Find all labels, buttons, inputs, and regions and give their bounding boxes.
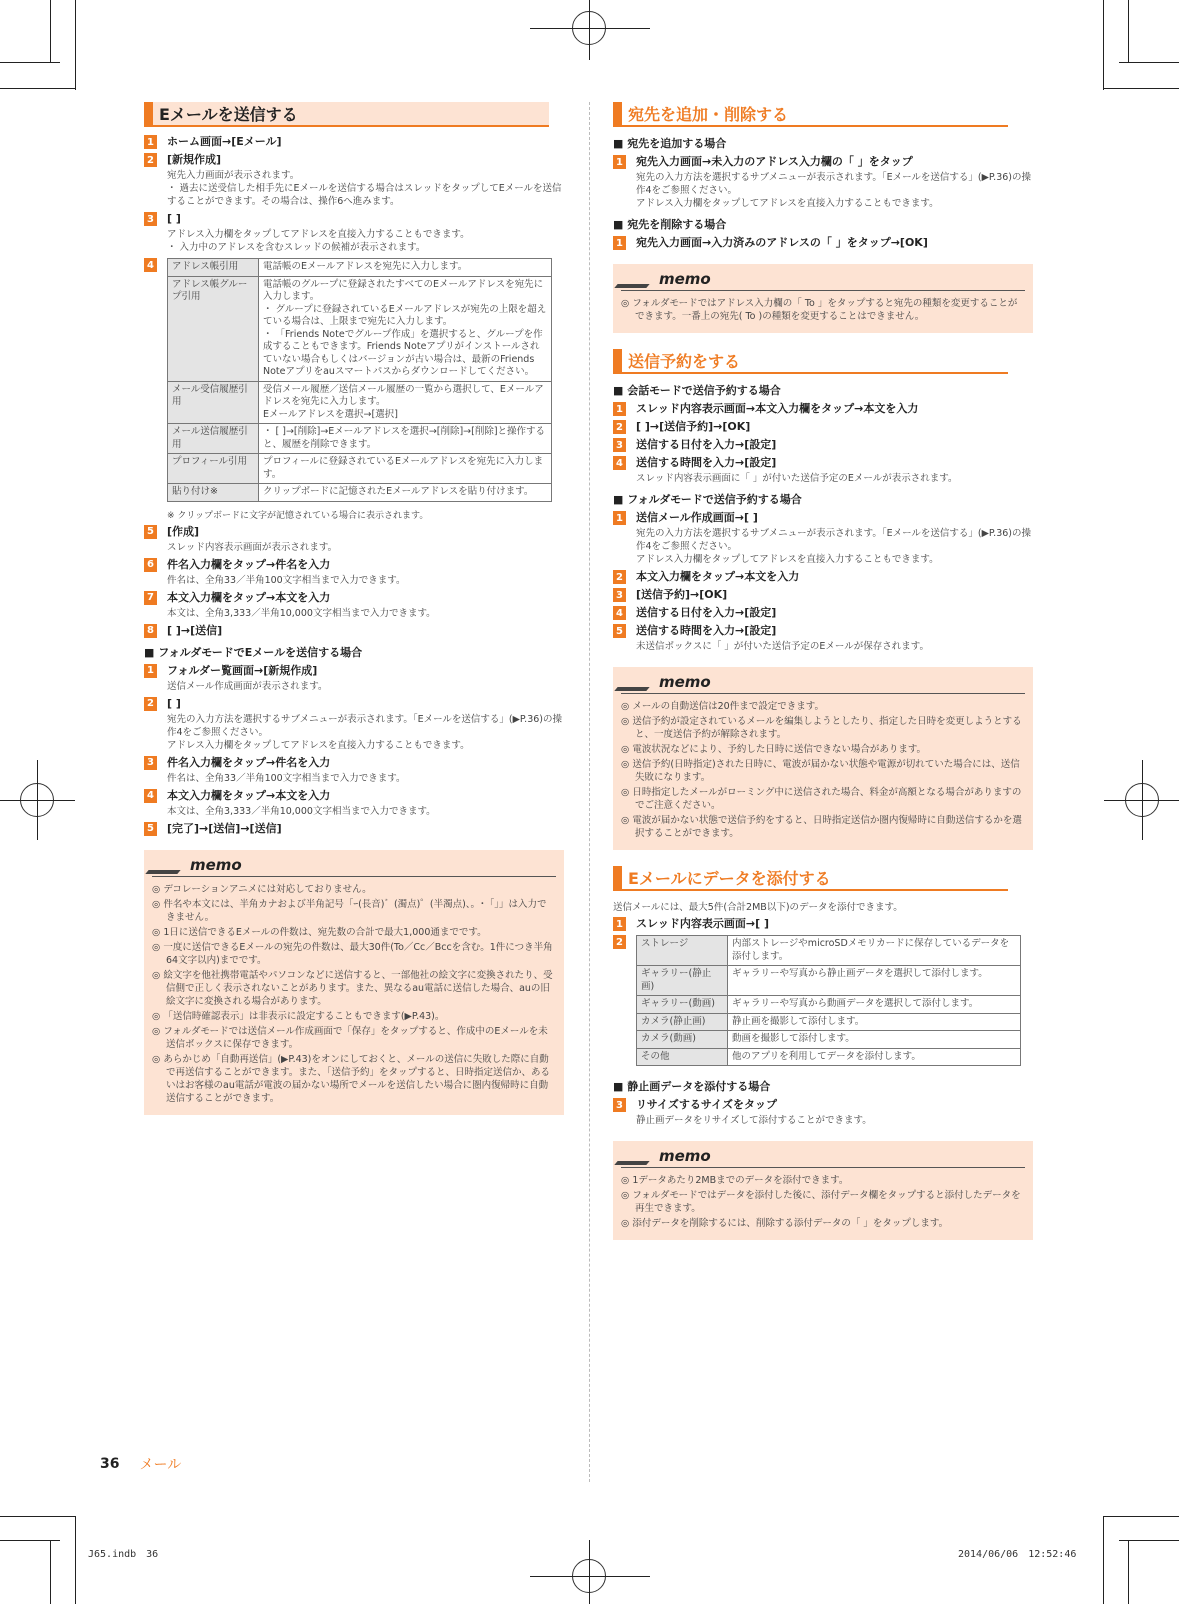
step-title: 送信する時間を入力→[設定] <box>636 624 777 637</box>
step-title: 宛先入力画面→未入力のアドレス入力欄の「 」をタップ <box>636 155 913 168</box>
table-value: ギャラリーや写真から静止画データを選択して添付します。 <box>728 966 1021 996</box>
memo-item: ◎ 1データあたり2MBまでのデータを添付できます。 <box>621 1174 1025 1187</box>
table-value: ・ [ ]→[削除]→Eメールアドレスを選択→[削除]→[削除]と操作すると、履歴を削除できます。 <box>259 424 552 454</box>
memo-item: ◎ 1日に送信できるEメールの件数は、宛先数の合計で最大1,000通までです。 <box>152 926 556 939</box>
step-row <box>613 402 1033 416</box>
step-block <box>144 822 564 836</box>
step-number: 4 <box>144 258 157 272</box>
attach-option-table <box>636 935 1021 1066</box>
crop-mark <box>75 0 76 90</box>
step-title: 本文入力欄をタップ→本文を入力 <box>167 788 331 802</box>
memo-item: ◎ フォルダモードではデータを添付した後に、添付データ欄をタップすると添付したデータを再生できます。 <box>621 1189 1025 1215</box>
memo-item: ◎ デコレーションアニメには対応しておりません。 <box>152 883 556 896</box>
step-title: 宛先入力画面→入力済みのアドレスの「 」をタップ→[OK] <box>636 236 928 249</box>
column-divider <box>589 102 590 1482</box>
crop-mark <box>1128 1540 1129 1604</box>
step-title: スレッド内容表示画面→本文入力欄をタップ→本文を入力 <box>636 402 919 415</box>
step-title: スレッド内容表示画面→[ ] <box>636 917 769 930</box>
folder-mode-subheading: ■ フォルダモードでEメールを送信する場合 <box>144 645 363 659</box>
table-key: ストレージ <box>637 936 728 966</box>
step-number: 6 <box>144 558 157 572</box>
step-title: リサイズするサイズをタップ <box>636 1098 778 1111</box>
step-body: スレッド内容表示画面に「 」が付いた送信予定のEメールが表示されます。 <box>636 473 958 484</box>
memo-item: ◎ あらかじめ「自動再送信」(▶P.43)をオンにしておくと、メールの送信に失敗した際に自動で再送信することができます。また、「送信予約」をタップすると、日時指定送信か、あるいはお客様のau電話が電波の届かない場所でメールを送信したい場合に圏内復帰時に自動送信することができます。 <box>152 1053 556 1105</box>
step-row <box>144 153 564 167</box>
table-note: ※ クリップボードに文字が記憶されている場合に表示されます。 <box>167 510 429 521</box>
crop-mark <box>1103 1516 1104 1604</box>
step-number: 1 <box>613 511 626 525</box>
step-block <box>144 697 564 752</box>
attach-intro: 送信メールには、最大5件(合計2MB以下)のデータを添付できます。 <box>613 902 903 913</box>
memo-item: ◎ 件名や本文には、半角カナおよび半角記号「ｰ(長音)゛(濁点)゜(半濁点)、。･「」」は入力できません。 <box>152 898 556 924</box>
step-title: 送信する日付を入力→[設定] <box>636 606 777 619</box>
step-title: [ ] <box>167 212 181 225</box>
table-key: カメラ(動画) <box>637 1031 728 1049</box>
delete-step <box>613 236 1033 250</box>
step-title: 本文入力欄をタップ→本文を入力 <box>636 570 800 583</box>
step-body: 送信メール作成画面が表示されます。 <box>167 680 328 692</box>
step-row <box>144 756 564 770</box>
table-row <box>637 1031 1021 1049</box>
step-title: ホーム画面→[Eメール] <box>167 135 282 148</box>
crop-mark <box>75 1516 76 1604</box>
step-number: 2 <box>613 570 626 584</box>
memo-list <box>621 297 1025 323</box>
section-title-send-email: Eメールを送信する <box>144 102 549 127</box>
crop-mark <box>37 760 38 840</box>
step-number: 3 <box>613 588 626 602</box>
table-value: 電話帳のEメールアドレスを宛先に入力します。 <box>259 259 552 277</box>
step-block <box>613 236 1033 250</box>
step-block <box>613 606 1033 620</box>
step-title: [作成] <box>167 524 200 538</box>
table-value: 静止画を撮影して添付します。 <box>728 1013 1021 1031</box>
crop-mark <box>0 62 60 63</box>
step-row <box>144 697 564 711</box>
table-row <box>637 1013 1021 1031</box>
step-block <box>144 153 564 208</box>
table-value: 内部ストレージやmicroSDメモリカードに保存しているデータを添付します。 <box>728 936 1021 966</box>
crop-mark <box>50 1540 51 1604</box>
step-number: 3 <box>144 756 157 770</box>
step-title: 件名入力欄をタップ→件名を入力 <box>167 755 331 769</box>
table-key: アドレス帳引用 <box>168 259 259 277</box>
memo-heading <box>621 673 1025 694</box>
memo-item: ◎ 電波状況などにより、予約した日時に送信できない場合があります。 <box>621 743 1025 756</box>
memo-label: memo <box>659 270 711 288</box>
steps-send <box>144 135 564 254</box>
table-key: ギャラリー(動画) <box>637 996 728 1014</box>
step-number: 1 <box>144 135 157 149</box>
memo-label: memo <box>659 1147 711 1165</box>
step-title: 本文入力欄をタップ→本文を入力 <box>167 590 331 604</box>
step-row <box>613 155 1033 169</box>
step-block <box>144 624 564 638</box>
step-number: 5 <box>144 822 157 836</box>
crop-mark <box>1103 88 1179 89</box>
step-number: 3 <box>613 438 626 452</box>
delete-subheading: ■ 宛先を削除する場合 <box>613 218 727 231</box>
table-key: 貼り付け※ <box>168 484 259 502</box>
step-row <box>613 456 1033 470</box>
chapter-title: メール <box>139 1457 182 1473</box>
crop-mark <box>589 0 590 60</box>
step-row <box>144 789 564 803</box>
memo-item: ◎ 「送信時確認表示」は非表示に設定することもできます(▶P.43)。 <box>152 1010 556 1023</box>
memo-item: ◎ 添付データを削除するには、削除する添付データの「 」をタップします。 <box>621 1217 1025 1230</box>
step-body: アドレス入力欄をタップしてアドレスを直接入力することもできます。 ・ 入力中のアドレスを含むスレッドの候補が表示されます。 <box>167 229 470 253</box>
right-column <box>613 102 1033 1250</box>
step-row <box>613 588 1033 602</box>
step-title: [ ]→[送信] <box>167 623 223 637</box>
memo-item: ◎ フォルダモードでは送信メール作成画面で「保存」をタップすると、作成中のEメールを未送信ボックスに保存できます。 <box>152 1025 556 1051</box>
table-value: 他のアプリを利用してデータを添付します。 <box>728 1048 1021 1066</box>
step-row <box>613 438 1033 452</box>
table-value: 動画を撮影して添付します。 <box>728 1031 1021 1049</box>
memo-box <box>613 264 1033 333</box>
attach-step-3 <box>613 1098 1033 1127</box>
step-body: 件名は、全角33／半角100文字相当まで入力できます。 <box>167 574 406 586</box>
step-block <box>613 438 1033 452</box>
pencil-icon <box>614 272 659 288</box>
memo-heading <box>152 856 556 877</box>
step-title: フォルダー覧画面→[新規作成] <box>167 663 318 677</box>
step-number: 8 <box>144 624 157 638</box>
memo-list <box>621 700 1025 840</box>
memo-heading <box>621 1147 1025 1168</box>
step-title: [ ] <box>167 696 181 710</box>
section-title-attach: Eメールにデータを添付する <box>613 866 1008 891</box>
step-number: 5 <box>613 624 626 638</box>
step-number: 1 <box>613 236 626 250</box>
table-row <box>637 966 1021 996</box>
memo-list <box>152 883 556 1105</box>
step-row <box>613 606 1033 620</box>
step-block <box>613 420 1033 434</box>
talk-mode-subheading: ■ 会話モードで送信予約する場合 <box>613 384 781 397</box>
memo-label: memo <box>659 673 711 691</box>
pencil-icon <box>145 858 190 874</box>
crop-mark <box>589 1540 590 1604</box>
step-title: 送信メール作成画面→[ ] <box>636 511 758 524</box>
step-number: 1 <box>144 664 157 678</box>
step-row <box>144 624 564 638</box>
step-block <box>144 789 564 818</box>
memo-item: ◎ メールの自動送信は20件まで設定できます。 <box>621 700 1025 713</box>
memo-box <box>613 1141 1033 1240</box>
step-body: 未送信ボックスに「 」が付いた送信予定のEメールが保存されます。 <box>636 641 929 652</box>
step-block <box>613 917 1033 931</box>
step-number: 4 <box>144 789 157 803</box>
step-body: 宛先の入力方法を選択するサブメニューが表示されます。「Eメールを送信する」(▶P.36)の操作4をご参照ください。 アドレス入力欄をタップしてアドレスを直接入力することもできます。 <box>167 713 562 751</box>
steps-folder-mode <box>144 664 564 836</box>
step-number: 7 <box>144 591 157 605</box>
step-number: 3 <box>144 212 157 226</box>
step-block <box>613 155 1033 210</box>
memo-list <box>621 1174 1025 1230</box>
memo-item: ◎ 送信予約(日時指定)された日時に、電波が届かない状態や電源が切れていた場合には、送信失敗になります。 <box>621 758 1025 784</box>
left-column <box>144 102 564 1125</box>
address-option-table <box>167 258 552 502</box>
step-title: [新規作成] <box>167 153 222 166</box>
step-number: 5 <box>144 525 157 539</box>
memo-item: ◎ 日時指定したメールがローミング中に送信された場合、料金が高額となる場合がありますのでご注意ください。 <box>621 786 1025 812</box>
table-key: アドレス帳グループ引用 <box>168 276 259 381</box>
step-block <box>144 756 564 785</box>
steps-send-2 <box>144 525 564 638</box>
step-row <box>144 558 564 572</box>
memo-item: ◎ 電波が届かない状態で送信予約をすると、日時指定送信か圏内復帰時に自動送信するかを選択することができます。 <box>621 814 1025 840</box>
crop-mark <box>1128 0 1129 62</box>
step-number: 1 <box>613 402 626 416</box>
step-number: 1 <box>613 917 626 931</box>
attach-step-2 <box>613 935 1033 1066</box>
step-block <box>613 511 1033 566</box>
step-block <box>613 402 1033 416</box>
table-key: カメラ(静止画) <box>637 1013 728 1031</box>
memo-box <box>613 667 1033 850</box>
table-row <box>168 259 552 277</box>
step-block <box>613 570 1033 584</box>
step-body: スレッド内容表示画面が表示されます。 <box>167 541 338 553</box>
step-row <box>613 570 1033 584</box>
step-row <box>144 664 564 678</box>
table-key: メール送信履歴引用 <box>168 424 259 454</box>
pencil-icon <box>614 1149 659 1165</box>
crop-mark <box>1103 0 1104 90</box>
crop-mark <box>530 1576 650 1577</box>
crop-mark <box>50 0 51 62</box>
step-body: 本文は、全角3,333／半角10,000文字相当まで入力できます。 <box>167 805 436 817</box>
step-block <box>144 135 564 149</box>
table-row <box>168 454 552 484</box>
step-number: 4 <box>613 606 626 620</box>
step-title: 件名入力欄をタップ→件名を入力 <box>167 557 331 571</box>
step-row <box>613 624 1033 638</box>
page-footer <box>100 1454 181 1474</box>
step-body: 本文は、全角3,333／半角10,000文字相当まで入力できます。 <box>167 607 436 619</box>
folder-steps <box>613 511 1033 653</box>
memo-item: ◎ 一度に送信できるEメールの宛先の件数は、最大30件(To／Cc／Bccを含む。1件につき半角64文字以内)までです。 <box>152 941 556 967</box>
folder-mode-subheading: ■ フォルダモードで送信予約する場合 <box>613 493 802 506</box>
memo-item: ◎ 絵文字を他社携帯電話やパソコンなどに送信すると、一部他社の絵文字に変換されたり、受信側で正しく表示されないことがあります。また、異なるau電話に送信した場合、auの旧絵文字に変換される場合があります。 <box>152 969 556 1008</box>
table-value: プロフィールに登録されているEメールアドレスを宛先に入力します。 <box>259 454 552 484</box>
step-block <box>144 525 564 554</box>
step-number: 2 <box>144 697 157 711</box>
step-number: 2 <box>613 935 626 949</box>
memo-label: memo <box>190 855 242 874</box>
pencil-icon <box>614 675 659 691</box>
step-block <box>613 456 1033 485</box>
table-row <box>168 424 552 454</box>
page-number: 36 <box>100 1456 120 1472</box>
step-row <box>144 591 564 605</box>
step-block <box>144 558 564 587</box>
crop-mark <box>530 28 650 29</box>
crop-mark <box>1103 1516 1179 1517</box>
step-row <box>144 822 564 836</box>
add-step <box>613 155 1033 210</box>
step-row <box>144 135 564 149</box>
step-body: 宛先入力画面が表示されます。 ・ 過去に送受信した相手先にEメールを送信する場合はスレッドをタップしてEメールを送信することができます。その場合は、操作6へ進みます。 <box>167 170 562 207</box>
crop-mark <box>1119 62 1179 63</box>
step-title: 送信する日付を入力→[設定] <box>636 438 777 451</box>
table-key: その他 <box>637 1048 728 1066</box>
table-row <box>168 484 552 502</box>
step-block <box>144 664 564 693</box>
step-title: [完了]→[送信]→[送信] <box>167 821 282 835</box>
step-title: [ ]→[送信予約]→[OK] <box>636 420 751 433</box>
step-title: [送信予約]→[OK] <box>636 588 728 601</box>
section-title-add-delete: 宛先を追加・削除する <box>613 102 1008 127</box>
table-key: ギャラリー(静止画) <box>637 966 728 996</box>
slug-date: 2014/06/06 12:52:46 <box>958 1549 1077 1560</box>
step-row <box>613 511 1033 525</box>
crop-mark <box>0 1540 60 1541</box>
step-block <box>613 1098 1033 1127</box>
step-row <box>613 420 1033 434</box>
crop-mark <box>0 1516 76 1517</box>
step-body: 宛先の入力方法を選択するサブメニューが表示されます。「Eメールを送信する」(▶P.36)の操作4をご参照ください。 アドレス入力欄をタップしてアドレスを直接入力することもできます。 <box>636 172 1031 209</box>
step-number: 2 <box>613 420 626 434</box>
table-value: ギャラリーや写真から動画データを選択して添付します。 <box>728 996 1021 1014</box>
step-number: 1 <box>613 155 626 169</box>
attach-step-1 <box>613 917 1033 931</box>
step-block <box>144 591 564 620</box>
step-body: 静止画データをリサイズして添付することができます。 <box>636 1115 872 1126</box>
memo-item: ◎ フォルダモードではアドレス入力欄の「 To 」をタップすると宛先の種類を変更することができます。一番上の宛先( To )の種類を変更することはできません。 <box>621 297 1025 323</box>
crop-mark <box>0 88 76 89</box>
table-key: メール受信履歴引用 <box>168 381 259 424</box>
step-row <box>613 917 1033 931</box>
step-title: 送信する時間を入力→[設定] <box>636 456 777 469</box>
add-subheading: ■ 宛先を追加する場合 <box>613 137 727 150</box>
table-row <box>168 381 552 424</box>
memo-heading <box>621 270 1025 291</box>
step-number: 3 <box>613 1098 626 1112</box>
table-row <box>168 276 552 381</box>
step-row <box>613 1098 1033 1112</box>
memo-item: ◎ 送信予約が設定されているメールを編集しようとしたり、指定した日時を変更しようとすると、一度送信予約が解除されます。 <box>621 715 1025 741</box>
talk-steps <box>613 402 1033 485</box>
still-subheading: ■ 静止画データを添付する場合 <box>613 1080 771 1093</box>
table-value: 受信メール履歴／送信メール履歴の一覧から選択して、Eメールアドレスを宛先に入力します。 Eメールアドレスを選択→[選択] <box>259 381 552 424</box>
step-block <box>613 588 1033 602</box>
step-body: 件名は、全角33／半角100文字相当まで入力できます。 <box>167 772 406 784</box>
step-4 <box>144 258 564 502</box>
table-row <box>637 1048 1021 1066</box>
step-block <box>613 624 1033 653</box>
step-row <box>144 212 564 226</box>
memo-box <box>144 850 564 1115</box>
table-key: プロフィール引用 <box>168 454 259 484</box>
table-row <box>637 996 1021 1014</box>
crop-mark <box>1142 760 1143 840</box>
step-number: 2 <box>144 153 157 167</box>
step-body: 宛先の入力方法を選択するサブメニューが表示されます。「Eメールを送信する」(▶P.36)の操作4をご参照ください。 アドレス入力欄をタップしてアドレスを直接入力することもできます。 <box>636 528 1031 565</box>
slug-file: J65.indb 36 <box>88 1549 159 1560</box>
table-row <box>637 936 1021 966</box>
section-title-schedule: 送信予約をする <box>613 349 1008 374</box>
step-row <box>144 525 564 539</box>
step-row <box>613 236 1033 250</box>
step-block <box>144 212 564 254</box>
table-value: 電話帳のグループに登録されたすべてのEメールアドレスを宛先に入力します。 ・ グループに登録されているEメールアドレスが宛先の上限を超えている場合は、上限まで宛先に入力します。 ・ 「Friends Noteでグループ作成」を選択すると、グループを作成することもできます。Friends Noteアプリがインストールされていない場合もしくはバージョンが古い場合は、最新のFriends Noteアプリをauスマートパスからダウンロードしてください。 <box>259 276 552 381</box>
table-value: クリップボードに記憶されたEメールアドレスを貼り付けます。 <box>259 484 552 502</box>
step-number: 4 <box>613 456 626 470</box>
